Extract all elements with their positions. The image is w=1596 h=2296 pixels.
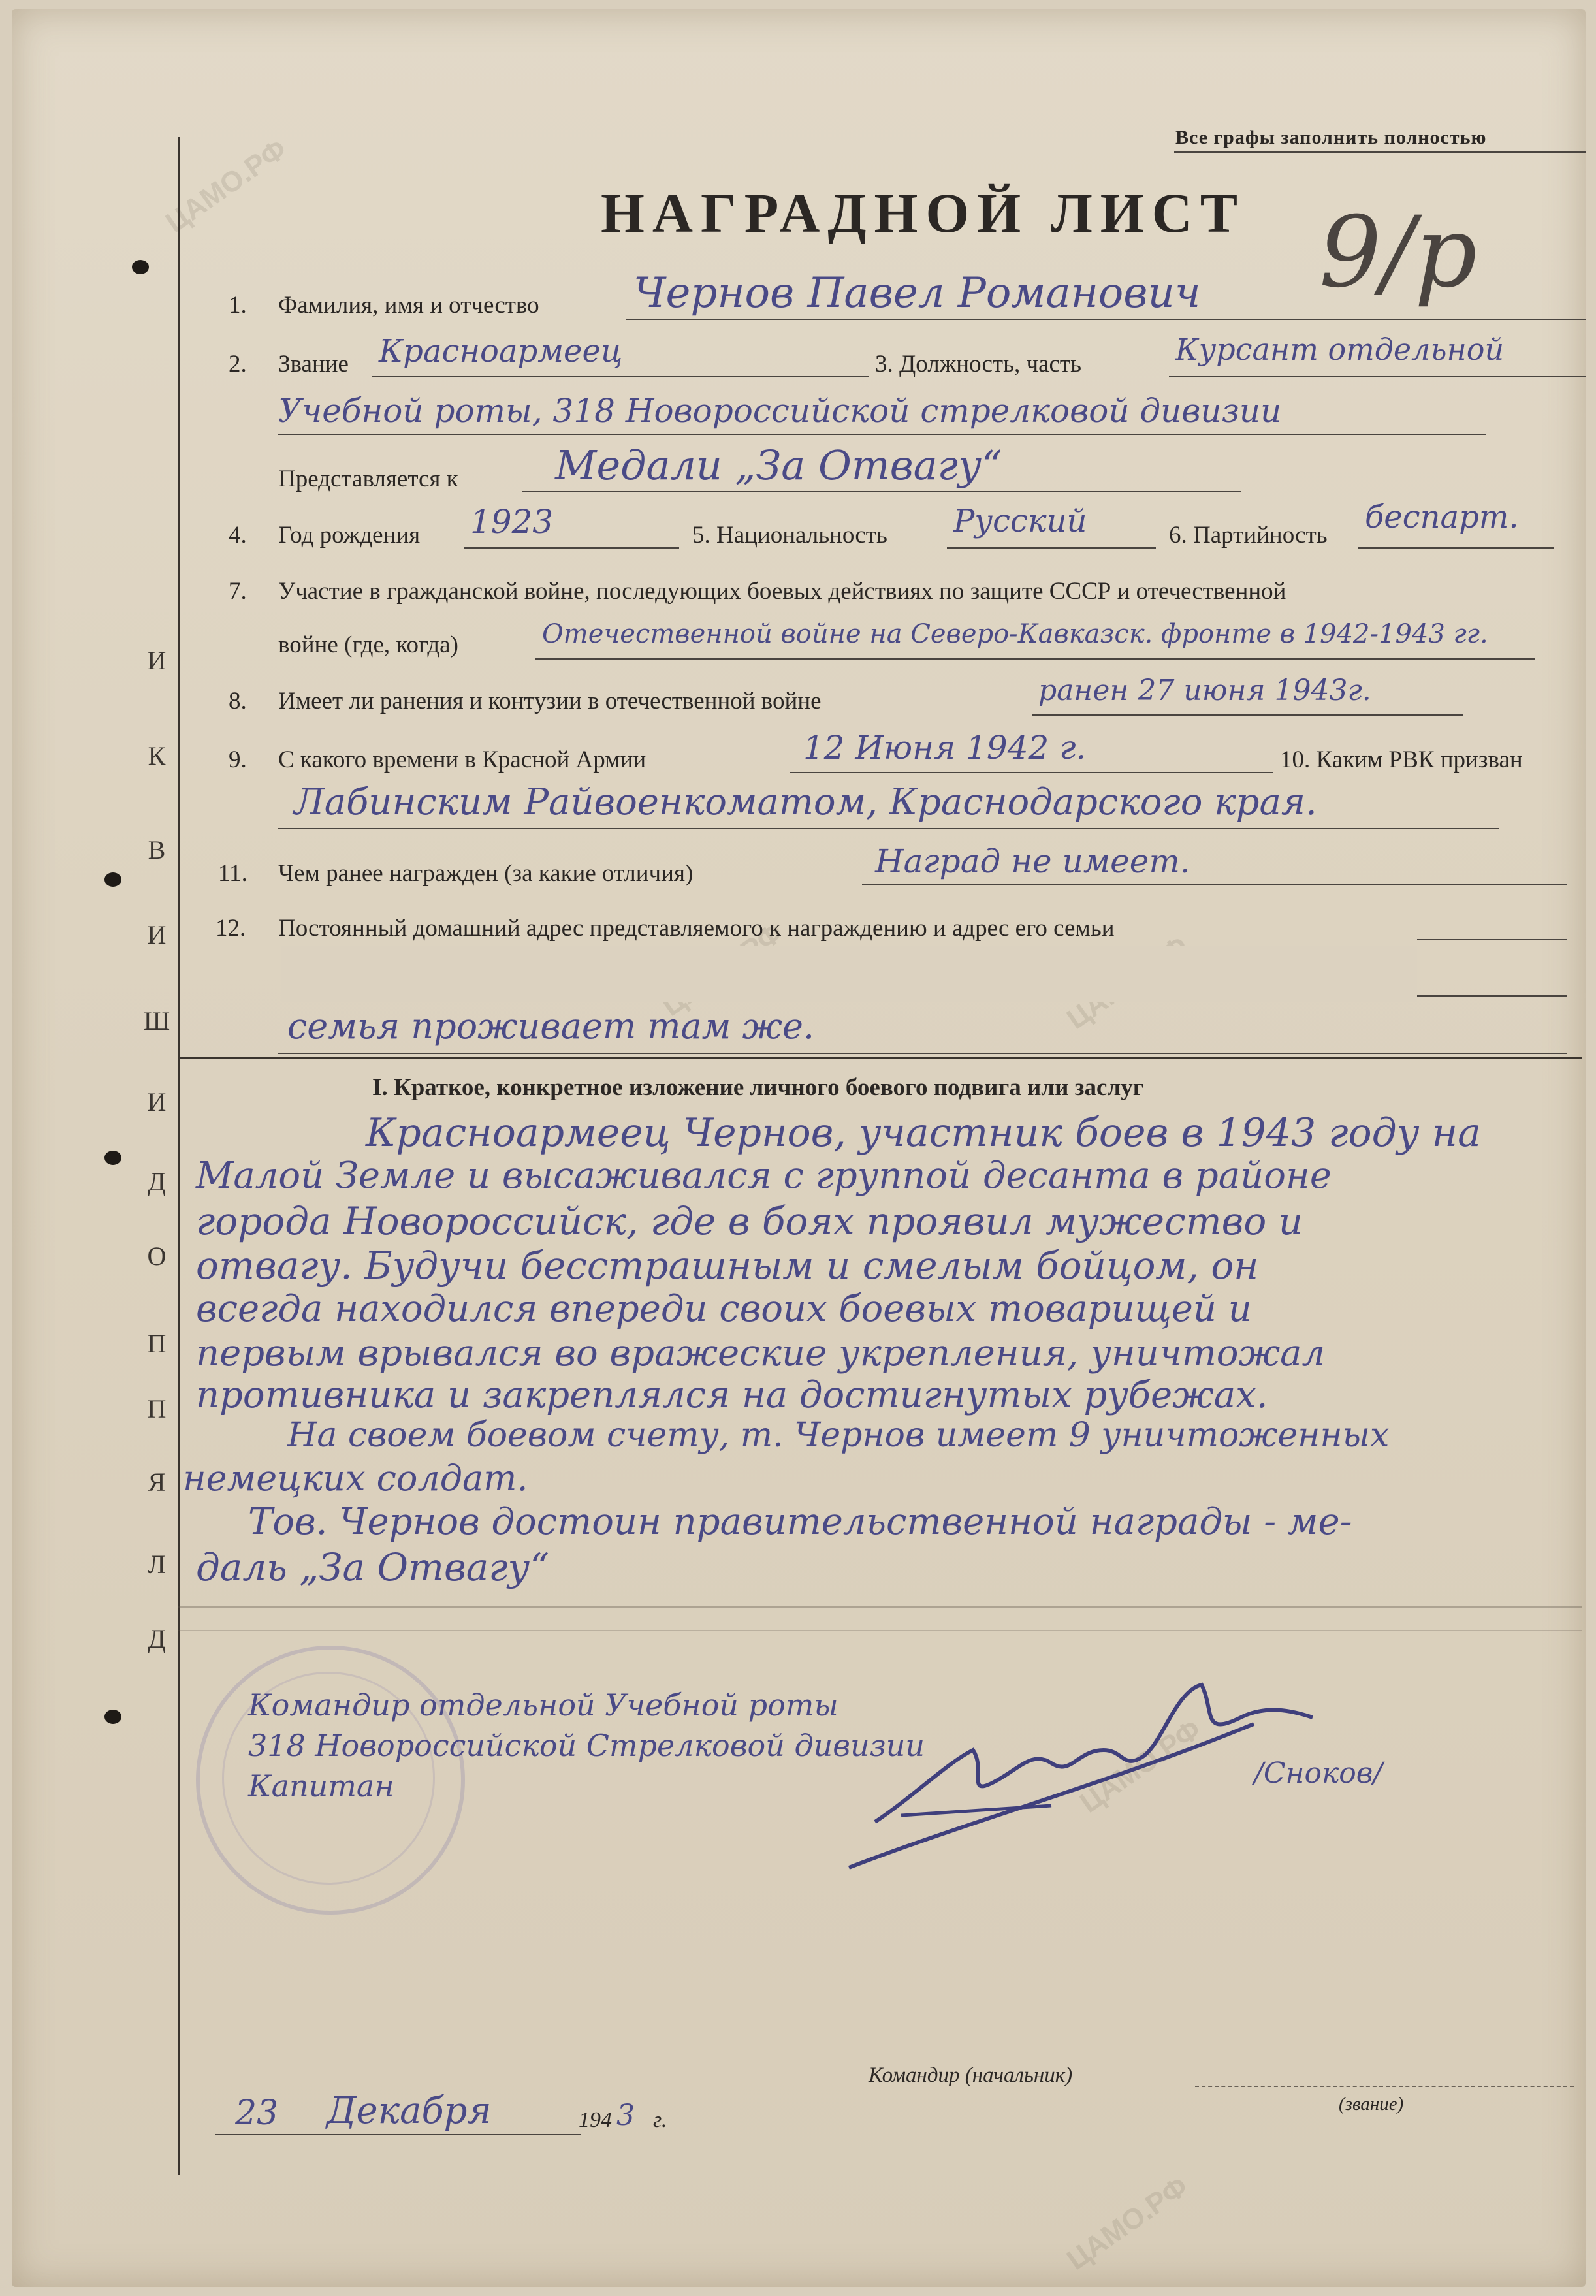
field-underline <box>1417 939 1567 940</box>
field-underline <box>535 658 1535 660</box>
field-label-prior-awards: Чем ранее награжден (за какие отличия) <box>278 860 694 887</box>
field-value-birthyear: 1923 <box>470 503 554 541</box>
margin-letter: В <box>148 835 166 865</box>
instruction-underline <box>1174 151 1586 153</box>
field-underline <box>1169 376 1586 377</box>
margin-letter: О <box>147 1241 167 1271</box>
field-label-position: 3. Должность, часть <box>875 351 1081 377</box>
margin-letter: Л <box>148 1550 166 1579</box>
field-number: 11. <box>218 860 247 887</box>
field-value-army-since: 12 Июня 1942 г. <box>803 729 1087 767</box>
narrative-line: На своем боевом счету, т. Чернов имеет 9 уничтоженных <box>287 1416 1390 1455</box>
field-value-address: семья проживает там же. <box>287 1006 815 1047</box>
narrative-line: отвагу. Будучи бесстрашным и смелым бойцом, он <box>196 1243 1259 1288</box>
field-number: 8. <box>229 688 247 714</box>
signature-line-1: Командир отдельной Учебной роты <box>248 1687 838 1723</box>
section-heading: I. Краткое, конкретное изложение личного боевого подвига или заслуг <box>372 1074 1144 1101</box>
field-label-presented: Представляется к <box>278 466 458 492</box>
narrative-line: Красноармеец Чернов, участник боев в 1943 году на <box>366 1110 1481 1156</box>
margin-letter: Ш <box>143 1006 170 1036</box>
margin-letter: П <box>147 1329 167 1358</box>
margin-letter: Я <box>148 1467 166 1497</box>
corner-mark: 9/р <box>1319 196 1477 310</box>
ruled-line <box>178 1630 1582 1631</box>
date-underline <box>215 2134 581 2135</box>
field-value-nationality: Русский <box>953 503 1087 539</box>
signatory-name: /Сноков/ <box>1254 1757 1383 1790</box>
margin-letter: Д <box>148 1624 166 1653</box>
field-value-name: Чернов Павел Романович <box>633 269 1201 317</box>
date-year-digit: 3 <box>616 2099 635 2132</box>
field-label-birthyear: Год рождения <box>278 522 421 549</box>
field-label-wounds: Имеет ли ранения и контузии в отечественной войне <box>278 688 822 714</box>
field-number: 7. <box>229 578 247 605</box>
margin-letter: К <box>148 741 166 771</box>
date-year-prefix: 194 <box>579 2108 612 2132</box>
field-underline <box>1417 995 1567 997</box>
narrative-line: противника и закреплялся на достигнутых рубежах. <box>196 1374 1268 1416</box>
field-number: 4. <box>229 522 247 549</box>
handwritten-signature <box>836 1672 1319 1881</box>
field-label-address: Постоянный домашний адрес представляемого к награждению и адрес его семьи <box>278 915 1115 942</box>
field-number: 12. <box>215 915 246 942</box>
field-label-party: 6. Партийность <box>1169 522 1328 549</box>
field-value-participation: Отечественной войне на Северо-Кавказск. фронте в 1942-1943 гг. <box>542 619 1488 649</box>
field-underline <box>947 547 1156 549</box>
field-underline <box>278 434 1486 435</box>
watermark: ЦАМО.РФ <box>1061 2170 1194 2276</box>
margin-line <box>178 137 180 2175</box>
narrative-line: первым врывался во вражеские укрепления, уничтожал <box>196 1332 1326 1375</box>
field-number: 1. <box>229 292 247 319</box>
date-suffix: г. <box>653 2108 667 2132</box>
date-month: Декабря <box>327 2090 492 2132</box>
signature-line-3: Капитан <box>248 1768 394 1804</box>
binding-hole <box>132 260 149 274</box>
page-title: НАГРАДНОЙ ЛИСТ <box>601 182 1246 244</box>
watermark: ЦАМО.РФ <box>1074 1713 1207 1819</box>
commander-label: Командир (начальник) <box>869 2064 1073 2087</box>
margin-letter: П <box>147 1394 167 1424</box>
field-value-rank: Красноармеец <box>379 333 623 370</box>
margin-letter: И <box>147 646 167 675</box>
date-day: 23 <box>235 2094 279 2133</box>
field-label-army-since: С какого времени в Красной Армии <box>278 746 646 773</box>
field-number: 2. <box>229 351 247 377</box>
commander-dotted-line <box>1195 2086 1574 2087</box>
field-label-participation-2: войне (где, когда) <box>278 631 458 658</box>
rank-label: (звание) <box>1339 2094 1404 2114</box>
field-value-wounds: ранен 27 июня 1943г. <box>1038 674 1371 707</box>
binding-hole <box>104 1710 121 1724</box>
field-value-unit: Учебной роты, 318 Новороссийской стрелковой дивизии <box>278 392 1282 430</box>
field-value-conscription: Лабинским Райвоенкоматом, Краснодарского края. <box>294 781 1317 823</box>
field-underline <box>862 884 1567 885</box>
field-label-name: Фамилия, имя и отчество <box>278 292 539 319</box>
watermark: ЦАМО.РФ <box>159 133 293 239</box>
field-number: 9. <box>229 746 247 773</box>
redaction-block <box>281 946 1417 1002</box>
field-underline <box>1358 547 1554 549</box>
field-underline <box>626 319 1586 320</box>
field-underline <box>278 1053 1567 1054</box>
field-value-position: Курсант отдельной <box>1175 332 1505 367</box>
field-underline <box>1032 714 1463 716</box>
narrative-line: Малой Земле и высаживался с группой десанта в районе <box>196 1155 1332 1197</box>
field-label-conscription: 10. Каким РВК призван <box>1280 746 1523 773</box>
narrative-line: немецких солдат. <box>183 1458 528 1499</box>
margin-letter: Д <box>148 1167 166 1196</box>
field-label-participation: Участие в гражданской войне, последующих боевых действиях по защите СССР и отечественной <box>278 578 1286 605</box>
narrative-line: Тов. Чернов достоин правительственной награды - ме- <box>248 1501 1352 1543</box>
section-divider <box>178 1057 1582 1059</box>
field-value-prior-awards: Наград не имеет. <box>875 842 1190 880</box>
narrative-line: всегда находился впереди своих боевых товарищей и <box>196 1288 1252 1330</box>
field-underline <box>278 828 1499 829</box>
narrative-line: города Новороссийск, где в боях проявил мужество и <box>196 1199 1303 1243</box>
fill-instruction: Все графы заполнить полностью <box>1175 127 1487 148</box>
margin-letter: И <box>147 1087 167 1117</box>
ruled-line <box>178 1606 1582 1608</box>
field-underline <box>522 491 1241 492</box>
field-label-nationality: 5. Национальность <box>692 522 887 549</box>
binding-hole <box>104 872 121 887</box>
signature-line-2: 318 Новороссийской Стрелковой дивизии <box>248 1728 925 1763</box>
field-underline <box>372 376 869 377</box>
field-underline <box>464 547 679 549</box>
narrative-line: даль „За Отвагу“ <box>196 1545 549 1589</box>
field-underline <box>790 772 1273 773</box>
binding-hole <box>104 1151 121 1165</box>
field-value-award: Медали „За Отвагу“ <box>555 441 1002 489</box>
field-value-party: беспарт. <box>1365 499 1519 535</box>
field-label-rank: Звание <box>278 351 349 377</box>
margin-letter: И <box>147 920 167 949</box>
